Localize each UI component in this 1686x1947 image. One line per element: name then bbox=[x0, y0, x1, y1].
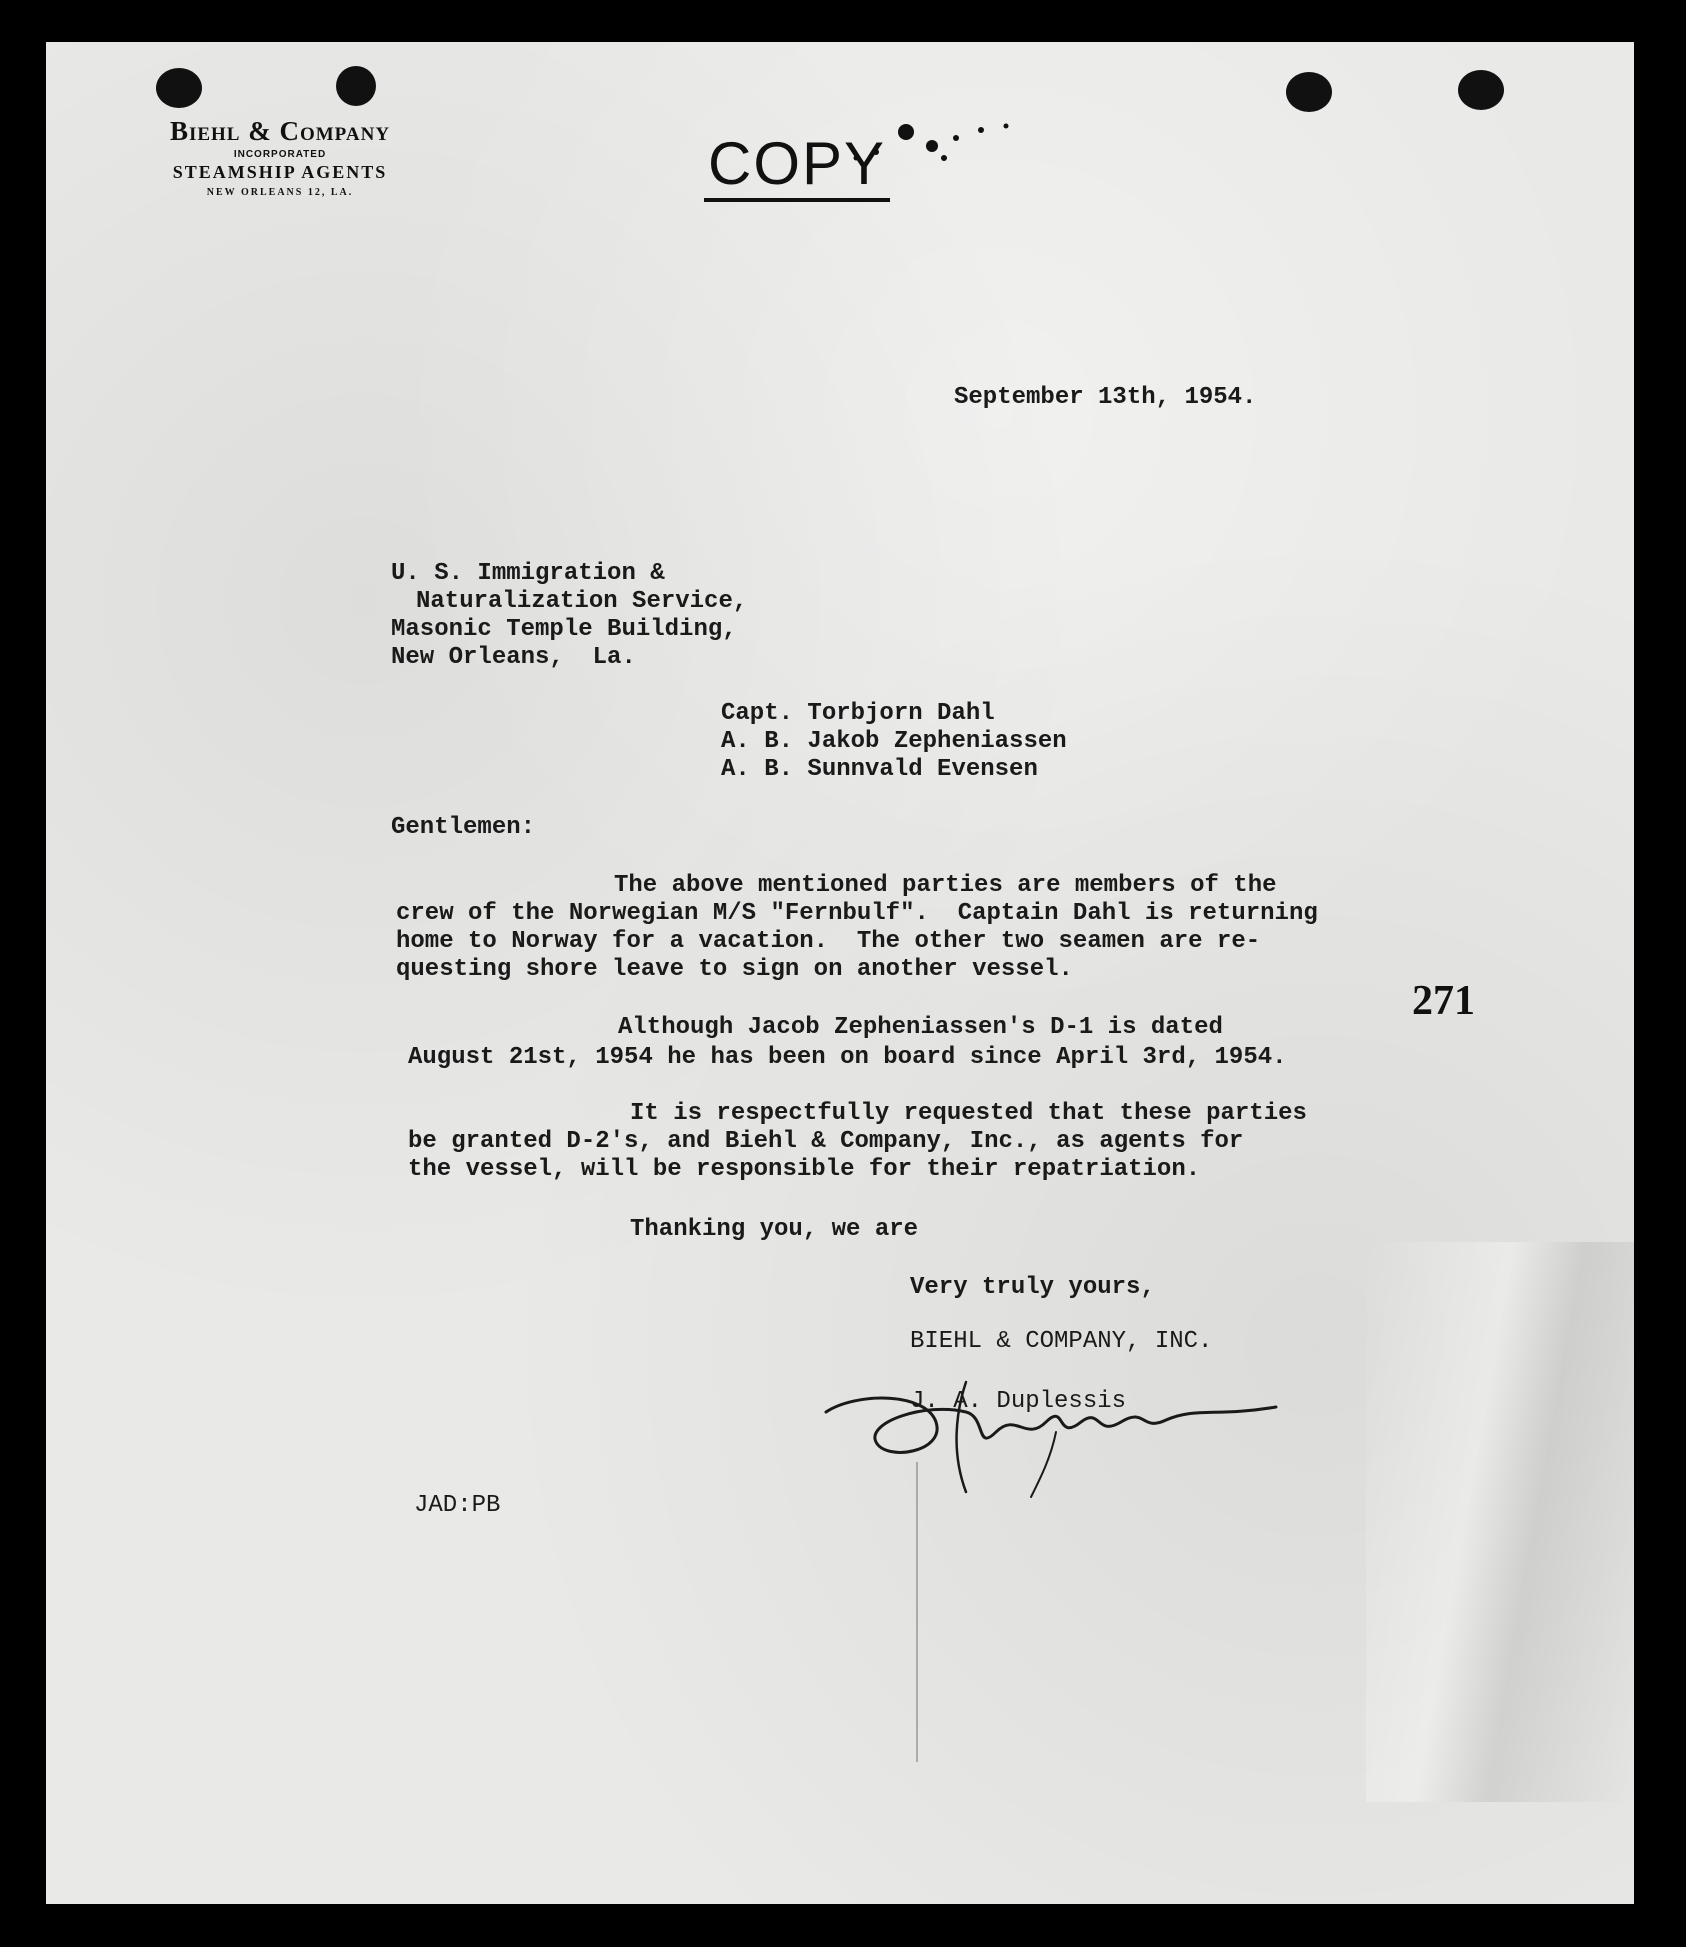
recipient-line-3: Masonic Temple Building, bbox=[391, 616, 737, 643]
recipient-line-4: New Orleans, La. bbox=[391, 644, 636, 671]
paragraph1-line-1: The above mentioned parties are members of the bbox=[614, 872, 1277, 899]
letterhead-city: NEW ORLEANS 12, LA. bbox=[206, 187, 354, 198]
signatory-name: J. A. Duplessis bbox=[910, 1388, 1127, 1415]
subject-line-1: Capt. Torbjorn Dahl bbox=[721, 700, 995, 727]
paragraph1-line-2: crew of the Norwegian M/S "Fernbulf". Captain Dahl is returning bbox=[396, 900, 1318, 927]
signatory-company: BIEHL & COMPANY, INC. bbox=[910, 1328, 1213, 1355]
paper-crease bbox=[1366, 1242, 1634, 1802]
punch-hole-1 bbox=[156, 68, 202, 108]
page-number: 271 bbox=[1412, 978, 1475, 1024]
paragraph1-line-4: questing shore leave to sign on another vessel. bbox=[396, 956, 1073, 983]
recipient-line-1: U. S. Immigration & bbox=[391, 560, 665, 587]
closing-thanks: Thanking you, we are bbox=[630, 1216, 919, 1243]
reference-initials: JAD:PB bbox=[414, 1492, 501, 1519]
salutation: Gentlemen: bbox=[391, 814, 536, 841]
letterhead-company: Biehl & Company bbox=[169, 116, 391, 146]
punch-hole-3 bbox=[1286, 72, 1332, 112]
paragraph2-line-1: Although Jacob Zepheniassen's D-1 is dated bbox=[618, 1014, 1223, 1041]
letter-page bbox=[46, 42, 1634, 1904]
letterhead-business: STEAMSHIP AGENTS bbox=[172, 162, 388, 182]
paragraph2-line-2: August 21st, 1954 he has been on board since April 3rd, 1954. bbox=[408, 1044, 1287, 1071]
paragraph1-line-3: home to Norway for a vacation. The other two seamen are re- bbox=[396, 928, 1261, 955]
punch-hole-4 bbox=[1458, 70, 1504, 110]
paragraph3-line-2: be granted D-2's, and Biehl & Company, Inc., as agents for bbox=[408, 1128, 1244, 1155]
handwritten-signature bbox=[816, 1362, 1336, 1502]
paper-fold-line bbox=[916, 1462, 918, 1762]
paragraph3-line-3: the vessel, will be responsible for their repatriation. bbox=[408, 1156, 1201, 1183]
letterhead-incorporated: INCORPORATED bbox=[233, 149, 327, 160]
subject-line-2: A. B. Jakob Zepheniassen bbox=[721, 728, 1067, 755]
recipient-line-2: Naturalization Service, bbox=[416, 588, 748, 615]
copy-stamp: COPY bbox=[704, 134, 890, 202]
subject-line-3: A. B. Sunnvald Evensen bbox=[721, 756, 1038, 783]
punch-hole-2 bbox=[336, 66, 376, 106]
letterhead bbox=[110, 116, 450, 198]
paragraph3-line-1: It is respectfully requested that these parties bbox=[630, 1100, 1307, 1127]
letter-date: September 13th, 1954. bbox=[954, 384, 1257, 411]
closing-yours: Very truly yours, bbox=[910, 1274, 1155, 1301]
